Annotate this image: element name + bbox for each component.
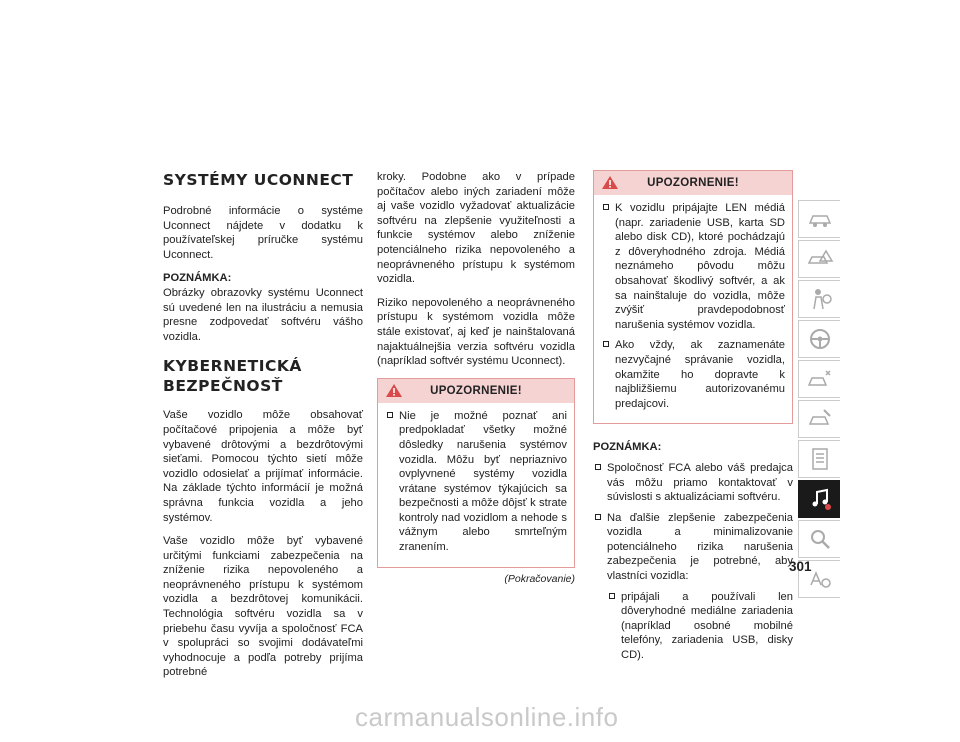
column-1 (163, 170, 363, 689)
multimedia-note-icon (806, 485, 834, 513)
note-label: POZNÁMKA: (593, 441, 662, 454)
tab-multimedia[interactable] (798, 480, 840, 518)
tab-customer[interactable] (798, 520, 840, 558)
tab-service[interactable] (798, 400, 840, 438)
heading-line: BEZPEČNOSŤ (163, 377, 283, 396)
warning-item: Ako vždy, ak zaznamenáte nezvyčajné správanie vozidla, okamžite ho dopravte k najbližšiemu autorizovanému predajcovi. (601, 338, 785, 411)
tab-driving[interactable] (798, 320, 840, 358)
watermark: carmanualsonline.info (355, 702, 619, 732)
car-service-icon (806, 405, 834, 433)
tab-warnings[interactable] (798, 240, 840, 278)
continued-label: (Pokračovanie) (504, 572, 575, 585)
note-text: Obrázky obrazovky systému Uconnect sú uvedené len na ilustráciu a nemusia presne zodpovedať softvéru vášho vozidla. (163, 286, 363, 343)
column-3 (593, 170, 793, 669)
note-label: POZNÁMKA: (163, 272, 232, 285)
tab-dashboard[interactable] (798, 200, 840, 238)
car-warning-icon (806, 245, 834, 273)
warning-body (378, 403, 574, 567)
warning-header (594, 171, 792, 195)
warning-triangle-icon (601, 175, 619, 190)
section-heading-uconnect: SYSTÉMY UCONNECT (163, 171, 354, 189)
search-icon (806, 525, 834, 553)
note (163, 271, 363, 344)
warning-title: UPOZORNENIE! (647, 177, 739, 189)
paragraph: Vaše vozidlo môže byť vybavené určitými funkciami zabezpečenia na zníženie rizika nepovoleného a neoprávneného prístupu k systémom vozidla a bezdrôtovej komunikácii. Technológia softvéru vozidla sa v priebehu času vyvíja a spoločnosť FCA v spolupráci so svojimi dodávateľmi vyhodnocuje a podľa potreby prijíma potrebné (163, 535, 363, 679)
tab-safety[interactable] (798, 280, 840, 318)
column-2 (377, 170, 575, 586)
warning-header (378, 379, 574, 403)
heading-line: KYBERNETICKÁ (163, 357, 302, 376)
note-item: Spoločnosť FCA alebo váš predajca vás môžu priamo kontaktovať v súvislosti s aktualizáciami softvéru. (593, 461, 793, 505)
note-item: Na ďalšie zlepšenie zabezpečenia vozidla a minimalizovanie potenciálneho rizika narušenia zabezpečenia je potrebné, aby vlastníci vozidla: (593, 511, 793, 584)
note-sub-item: pripájali a používali len dôveryhodné mediálne zariadenia (napríklad osobné mobilné telefóny, zariadenia USB, disky CD). (607, 590, 793, 663)
tab-emergency[interactable] (798, 360, 840, 398)
warning-item: Nie je možné poznať ani predpokladať všetky možné dôsledky narušenia systémov vozidla. Môžu byť nepriaznivo ovplyvnené systémy vozidla vrátane systémov týkajúcich sa bezpečnosti a môže dôjsť k strate kontroly nad vozidlom a nehode s vážnym alebo smrteľným zranením. (385, 409, 567, 555)
warning-item: K vozidlu pripájajte LEN médiá (napr. zariadenie USB, karta SD alebo disk CD), ktoré pochádzajú z dôveryhodného zdroja. Médiá neznámeho pôvodu môžu obsahovať škodlivý softvér, a ak sa nainštaluje do vozidla, môže zvýšiť pravdepodobnosť narušenia systémov vozidla. (601, 201, 785, 332)
paragraph: Podrobné informácie o systéme Uconnect nájdete v dodatku k používateľskej príručke systému Uconnect. (163, 205, 363, 261)
page-number: 301 (789, 559, 812, 574)
section-heading-cybersecurity (163, 356, 363, 396)
warning-triangle-icon (385, 383, 403, 398)
seatbelt-airbag-icon (806, 285, 834, 313)
car-accident-icon (806, 365, 834, 393)
document-list-icon (806, 445, 834, 473)
car-dashboard-icon (806, 205, 834, 233)
paragraph: kroky. Podobne ako v prípade počítačov alebo iných zariadení môže aj vaše vozidlo vyžadovať aktualizácie softvéru na zlepšenie využiteľnosti a funkcie systémov alebo zníženie potenciálneho rizika nepovoleného a neoprávneného prístupu k systémom vozidla. (377, 171, 575, 286)
paragraph: Riziko nepovoleného a neoprávneného prístupu k systémom vozidla môže stále existovať, aj keď je nainštalovaná najaktuálnejšia verzia softvéru vozidla (napríklad softvér systému Uconnect). (377, 296, 575, 368)
tab-specs[interactable] (798, 440, 840, 478)
paragraph: Vaše vozidlo môže obsahovať počítačové pripojenia a môže byť vybavené drôtovými a bezdrôtovými sieťami. Pomocou týchto sietí môže vozidlo odosielať a prijímať informácie. Na základe týchto informácií je možná správna funkcia vozidla a jeho systémov. (163, 409, 363, 524)
chapter-tabs (798, 200, 840, 600)
warning-body (594, 195, 792, 423)
steering-wheel-icon (806, 325, 834, 353)
warning-title: UPOZORNENIE! (430, 384, 522, 397)
warning-box (377, 378, 575, 568)
warning-box (593, 170, 793, 424)
